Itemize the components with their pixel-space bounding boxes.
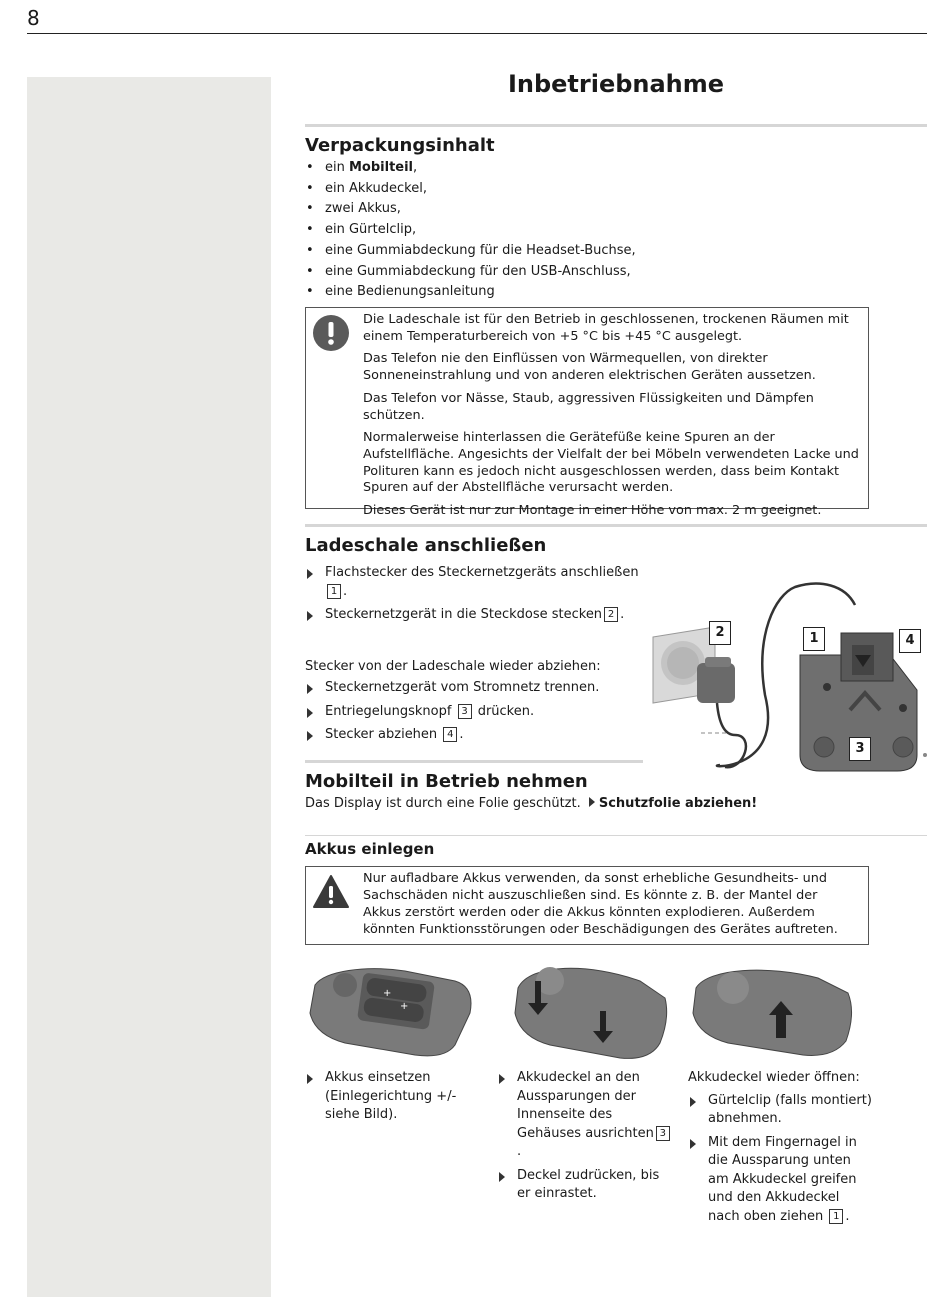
step-arrow-icon	[307, 684, 313, 694]
handset-text: Das Display ist durch eine Folie geschützt.	[305, 796, 581, 811]
battery-col-3	[688, 1069, 873, 1226]
remove-step	[305, 679, 645, 698]
key-label: 1	[829, 1209, 843, 1224]
charger-heading: Ladeschale anschließen	[305, 535, 547, 556]
step-text: Stecker abziehen	[325, 727, 438, 742]
battery-step	[688, 1092, 873, 1129]
list-item: • eine Bedienungsanleitung	[305, 282, 925, 303]
list-item: • eine Gummiabdeckung für die Headset-Buchse,	[305, 241, 925, 262]
battery-step: Akkudeckel an den Aussparungen der Innenseite des Gehäuses ausrichten 3.	[497, 1069, 675, 1162]
step-arrow-icon	[690, 1097, 696, 1107]
battery-open-drawing	[688, 963, 858, 1063]
remove-intro: Stecker von der Ladeschale wieder abziehen:	[305, 658, 601, 674]
key-label: 3	[656, 1126, 670, 1141]
step-arrow-icon	[307, 731, 313, 741]
step-text: Steckernetzgerät in die Steckdose stecken	[325, 607, 603, 622]
list-item-text: ein	[325, 160, 349, 175]
battery-cover-drawing	[510, 963, 670, 1063]
list-item-bold: Mobilteil	[348, 160, 414, 175]
svg-text:+: +	[383, 988, 392, 999]
key-label: 2	[604, 607, 618, 622]
page-title: Inbetriebnahme	[507, 70, 725, 98]
battery-col-2	[497, 1069, 675, 1204]
charger-drawing	[645, 575, 927, 775]
key-label: 3	[458, 704, 472, 719]
handset-section	[305, 771, 925, 813]
warning-triangle-icon	[312, 873, 350, 911]
charger-step: Flachstecker des Steckernetzgeräts anschließen1 .	[305, 564, 645, 601]
section-divider	[305, 524, 927, 527]
callout-3: 3	[849, 737, 871, 761]
step-text: Gürtelclip (falls montiert) abnehmen.	[708, 1092, 872, 1126]
list-item-text: ,	[413, 160, 418, 175]
open-intro: Akkudeckel wieder öffnen:	[688, 1070, 860, 1085]
battery-heading-text: Akkus einlegen	[305, 840, 435, 858]
step-arrow-icon	[499, 1074, 505, 1084]
header-rule	[27, 33, 927, 34]
page-number: 8	[27, 6, 40, 30]
callout-4: 4	[899, 629, 921, 653]
step-text: drücken.	[477, 703, 535, 719]
battery-step: Mit dem Fingernagel in die Aussparung unten am Akkudeckel greifen und den Akkudeckel nach oben ziehen 1 .	[688, 1134, 873, 1227]
list-item	[305, 158, 925, 179]
battery-insert-image	[305, 963, 480, 1063]
step-arrow-icon	[307, 569, 313, 579]
step-arrow-icon	[307, 611, 313, 621]
notice-box	[305, 307, 869, 519]
callout-1: 1	[803, 627, 825, 651]
step-arrow-icon	[589, 797, 595, 807]
svg-text:+: +	[400, 1001, 409, 1012]
key-label: 1	[327, 584, 341, 599]
list-item: • ein Akkudeckel,	[305, 179, 925, 200]
packaging-heading: Verpackungsinhalt	[305, 135, 495, 156]
step-text: Mit dem Fingernagel in die Aussparung unten am Akkudeckel greifen und den Akkudeckel nach oben ziehen	[708, 1134, 857, 1224]
battery-cover-image	[510, 963, 670, 1063]
step-text: Flachstecker des Steckernetzgeräts anschließen	[325, 565, 639, 580]
step-text: Akkudeckel an den Aussparungen der Innenseite des Gehäuses ausrichten	[517, 1070, 654, 1141]
charger-illustration	[645, 575, 927, 775]
step-arrow-icon	[307, 708, 313, 718]
handset-instruction	[305, 795, 925, 813]
notice-paragraph: Das Telefon vor Nässe, Staub, aggressiven Flüssigkeiten und Dämpfen schützen.	[363, 390, 814, 423]
sidebar-panel	[27, 77, 271, 1297]
step-arrow-icon	[307, 1074, 313, 1084]
charger-section	[305, 535, 645, 745]
list-item: • ein Gürtelclip,	[305, 220, 925, 241]
warning-box	[305, 866, 869, 945]
list-item: • zwei Akkus,	[305, 199, 925, 220]
step-text: Entriegelungsknopf	[325, 703, 452, 719]
step-arrow-icon	[499, 1172, 505, 1182]
step-text: Deckel zudrücken, bis er einrastet.	[517, 1167, 660, 1201]
packaging-list	[305, 158, 925, 303]
step-text: Akkus einsetzen (Einlegerichtung +/- siehe Bild).	[325, 1070, 457, 1122]
section-divider	[305, 124, 927, 127]
notice-paragraph: Normalerweise hinterlassen die Gerätefüße keine Spuren an der Aufstellfläche. Angesichts der Vielfalt der bei Möbeln verwendeten Lacke und Polituren kann es jedoch nicht ausgeschlossen werden, dass beim Kontakt Spuren auf der Abstellfläche verursacht werden.	[363, 430, 859, 496]
charger-step: Steckernetzgerät in die Steckdose stecken 2 .	[305, 606, 645, 625]
callout-2: 2	[709, 621, 731, 645]
packaging-section	[305, 135, 925, 303]
warning-text: Nur aufladbare Akkus verwenden, da sonst erhebliche Gesundheits- und Sachschäden nicht auszuschließen sind. Es könnte z. B. der Mantel der Akkus zerstört werden oder die Akkus könnten explodieren. Außerdem könnten Funktionsstörungen oder Beschädigungen des Gerätes auftreten.	[363, 871, 838, 937]
battery-heading	[305, 840, 434, 858]
step-arrow-icon	[690, 1139, 696, 1149]
step-text: Steckernetzgerät vom Stromnetz trennen.	[325, 680, 600, 695]
remove-step: Stecker abziehen 4 .	[305, 726, 645, 745]
battery-open-image	[688, 963, 858, 1063]
section-divider	[305, 760, 643, 763]
remove-step	[305, 703, 645, 722]
info-exclamation-icon	[312, 314, 350, 352]
battery-step	[497, 1167, 675, 1204]
notice-paragraph: Die Ladeschale ist für den Betrieb in geschlossenen, trockenen Räumen mit einem Temperaturbereich von +5 °C bis +45 °C ausgelegt.	[363, 312, 849, 344]
notice-paragraph: Das Telefon nie den Einflüssen von Wärmequellen, von direkter Sonneneinstrahlung und von anderen elektrischen Geräten aussetzen.	[363, 351, 816, 384]
battery-insert-drawing	[305, 963, 480, 1063]
notice-paragraph: Dieses Gerät ist nur zur Montage in einer Höhe von max. 2 m geeignet.	[363, 503, 822, 519]
handset-action: Schutzfolie abziehen!	[598, 796, 758, 811]
battery-col-1	[305, 1069, 485, 1125]
section-divider	[305, 835, 927, 836]
key-label: 4	[443, 727, 457, 742]
handset-heading: Mobilteil in Betrieb nehmen	[305, 771, 588, 792]
battery-step	[305, 1069, 485, 1125]
list-item: • eine Gummiabdeckung für den USB-Anschluss,	[305, 262, 925, 283]
